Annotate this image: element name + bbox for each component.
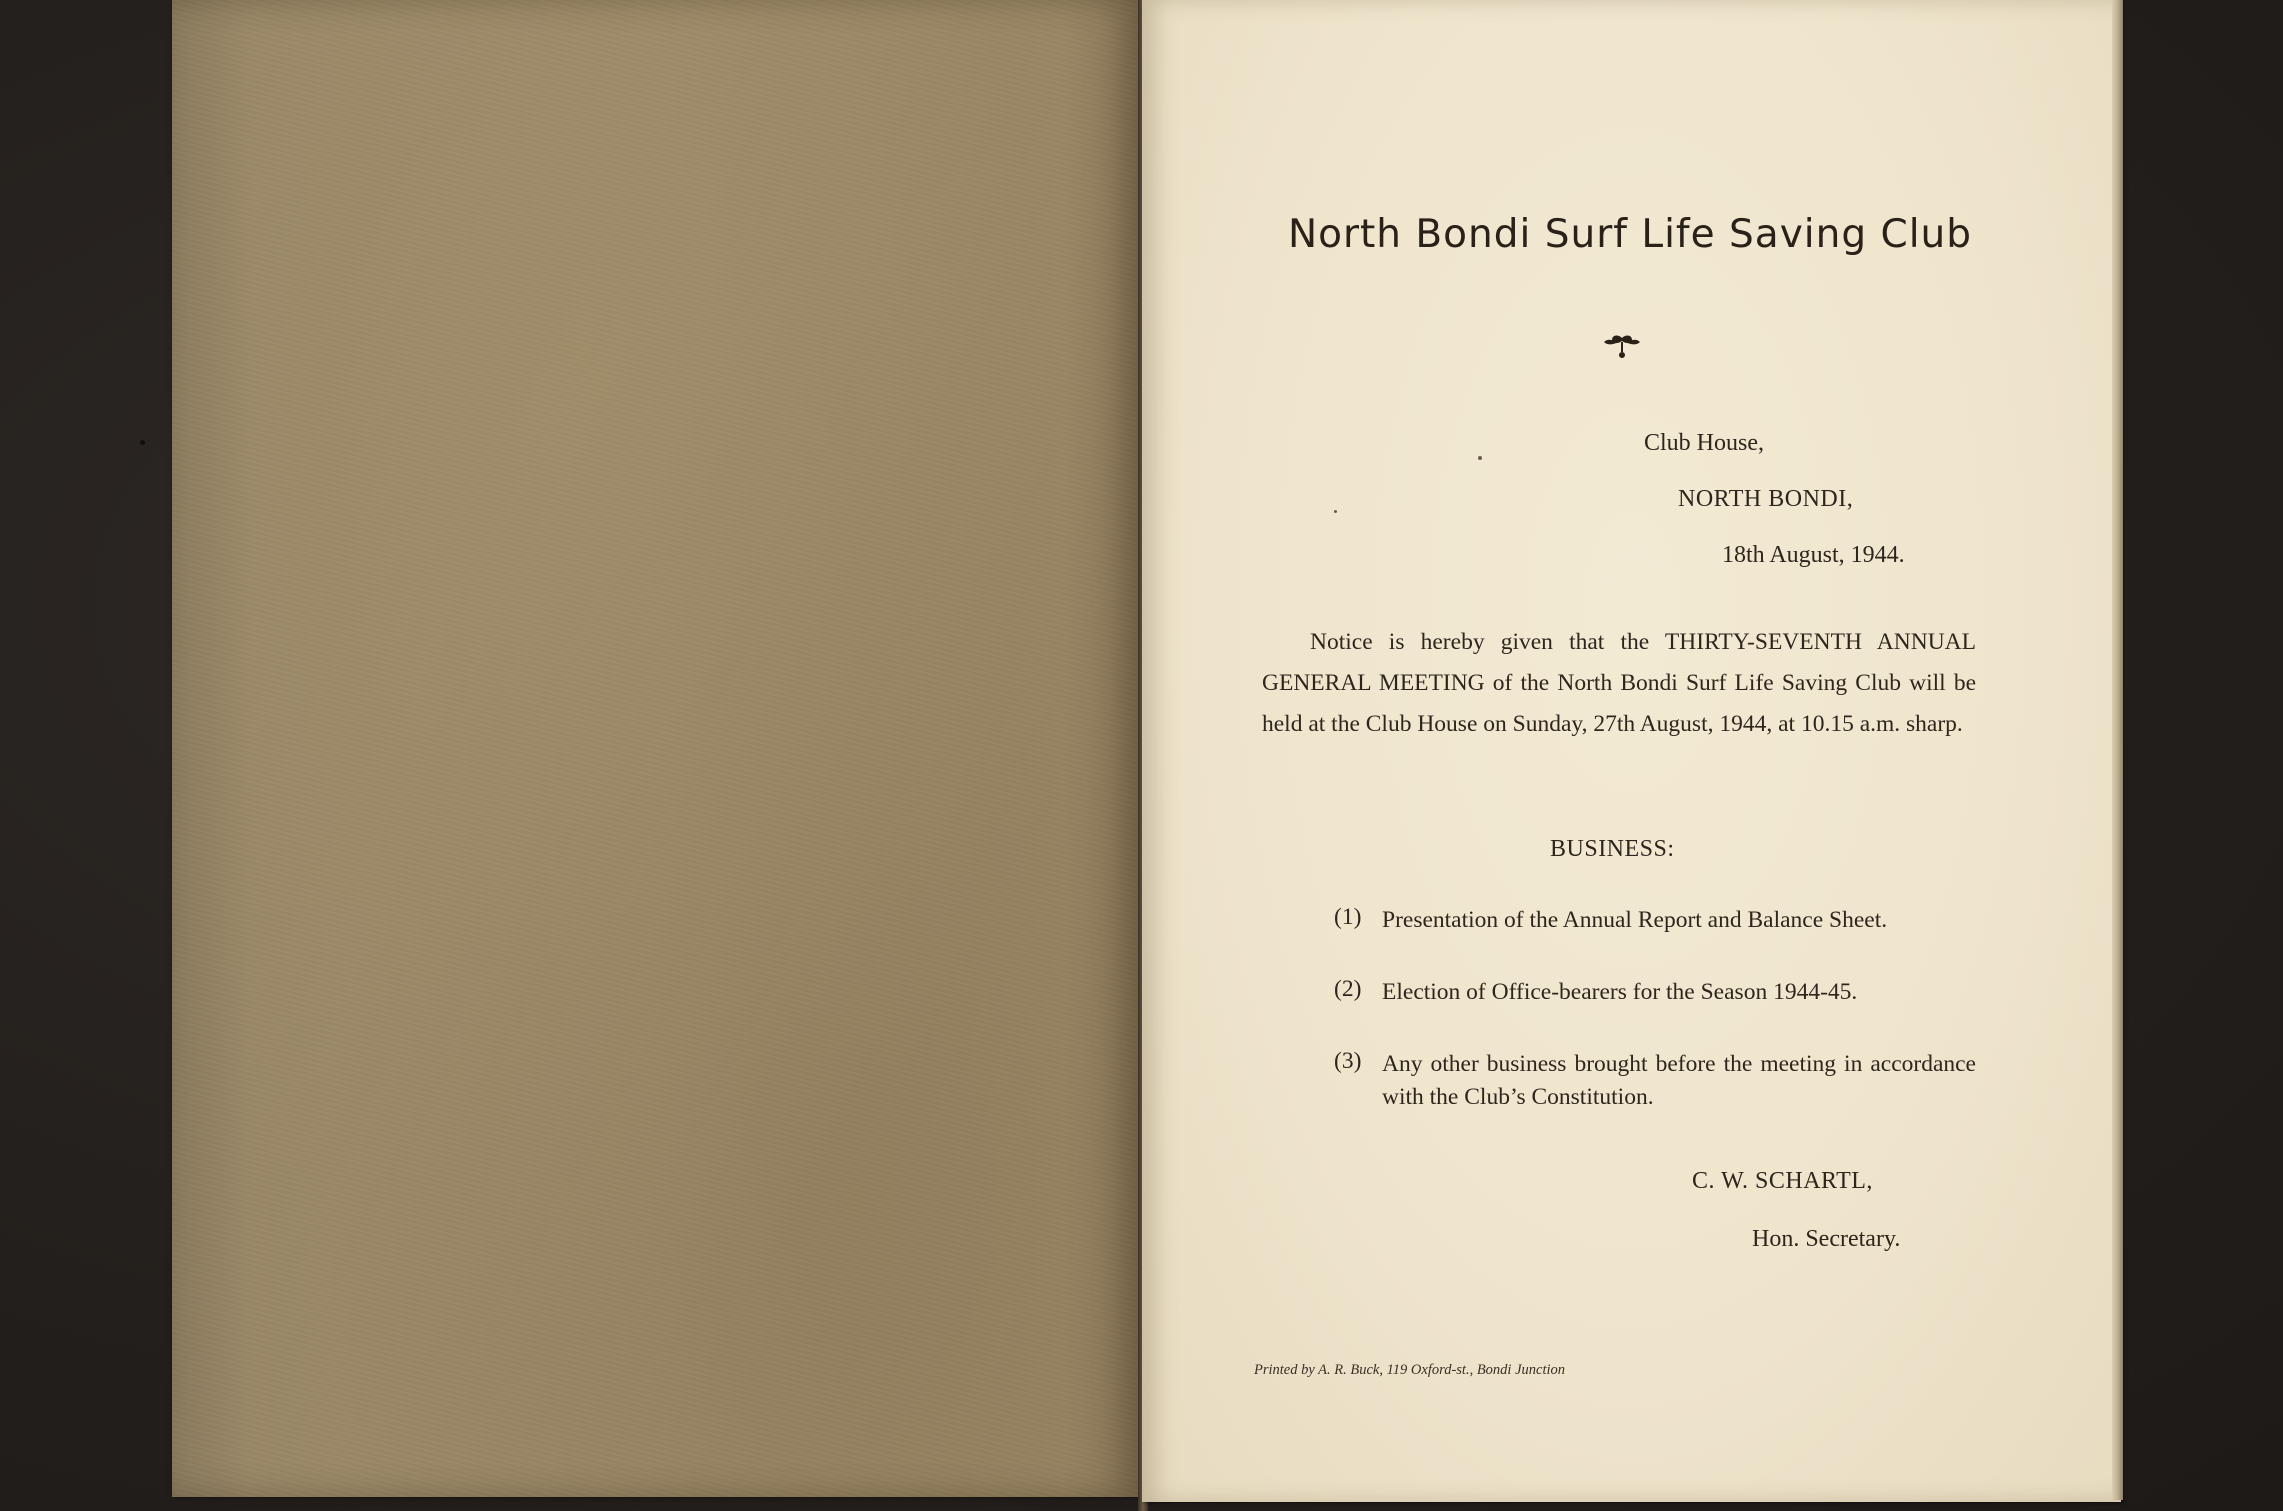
- blank-cover-page: [172, 0, 1142, 1497]
- meeting-notice-paragraph: Notice is hereby given that the THIRTY-SEVENTH ANNUAL GENERAL MEETING of the North Bondi Surf Life Saving Club will be held at the Club House on Sunday, 27th August, 1944, at 10.15 a.m. sharp.: [1262, 629, 1976, 737]
- business-item: [1334, 976, 1976, 1009]
- paper-speck: [1478, 456, 1482, 460]
- printer-imprint: Printed by A. R. Buck, 119 Oxford-st., Bondi Junction: [1254, 1362, 1566, 1378]
- notice-date: 18th August, 1944.: [1722, 542, 1905, 568]
- address-line-club-house: Club House,: [1644, 430, 1764, 456]
- paper-speck: [1334, 510, 1337, 513]
- backdrop-speck: [140, 440, 145, 445]
- business-item-number: (3): [1334, 1048, 1362, 1074]
- business-item-number: (1): [1334, 904, 1362, 930]
- secretary-title: Hon. Secretary.: [1752, 1226, 1901, 1252]
- business-item-text: Any other business brought before the meeting in accordance with the Club’s Constitution.: [1382, 1051, 1976, 1110]
- fleuron-ornament-icon: [1600, 332, 1644, 360]
- page-edge: [2112, 0, 2123, 1500]
- business-item-text: Election of Office-bearers for the Season 1944-45.: [1382, 979, 1858, 1005]
- business-item-number: (2): [1334, 976, 1362, 1002]
- business-item: [1334, 1048, 1976, 1114]
- address-line-north-bondi: NORTH BONDI,: [1678, 486, 1854, 512]
- business-heading: BUSINESS:: [1550, 836, 1675, 862]
- secretary-name: C. W. SCHARTL,: [1692, 1168, 1873, 1194]
- club-title: North Bondi Surf Life Saving Club: [1287, 212, 1973, 257]
- business-item: [1334, 904, 1976, 937]
- business-item-text: Presentation of the Annual Report and Balance Sheet.: [1382, 907, 1888, 933]
